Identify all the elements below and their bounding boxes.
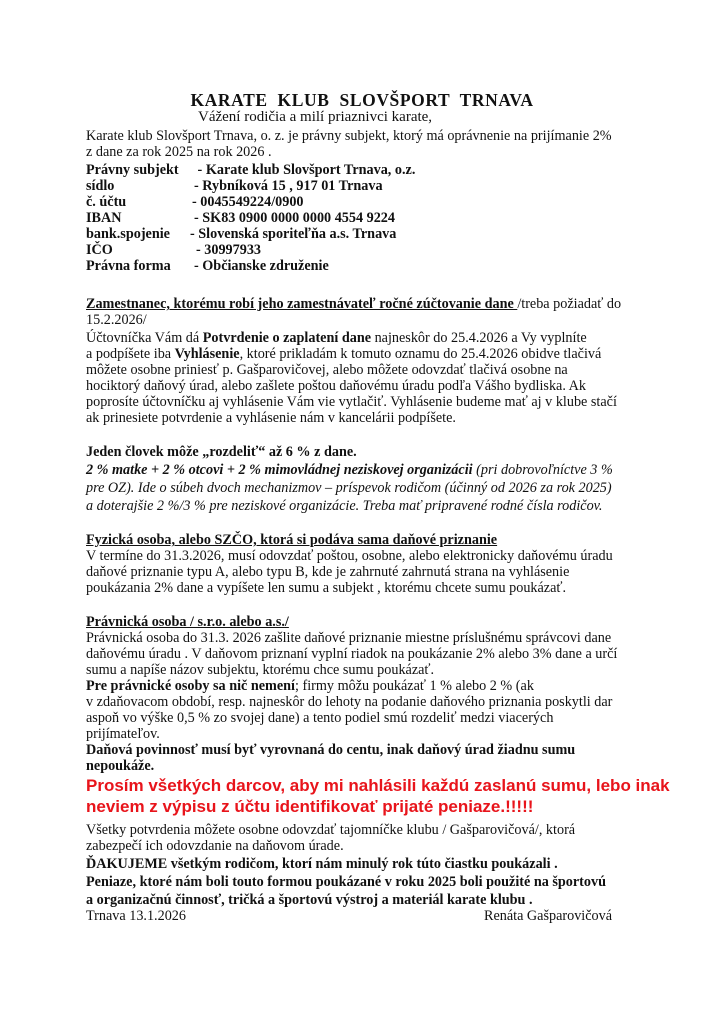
text-span: Účtovníčka Vám dá [86,330,203,346]
text-line: daňovému úradu . V daňovom priznaní vyplní riadok na poukázanie 2% alebo 3% dane a určí [86,646,618,662]
entity-value: - 30997933 [196,242,262,258]
text-line: Daňová povinnosť musí byť vyrovnaná do centu, inak daňový úrad žiadnu sumu [86,742,576,758]
text-line [86,678,534,694]
section-company-heading: Právnická osoba / s.r.o. alebo a.s./ [86,614,289,630]
place-date: Trnava 13.1.2026 [86,908,186,924]
text-line: v zdaňovacom období, resp. najneskôr do lehoty na podanie daňového priznania poskytli dar [86,694,613,710]
section-split-heading: Jeden človek môže „rozdeliť“ až 6 % z dane. [86,444,357,460]
section-person-heading: Fyzická osoba, alebo SZČO, ktorá si podáva sama daňové priznanie [86,532,498,548]
bold-span: Pre právnické osoby sa nič nemení [86,678,296,694]
text-line: sumu a napíše názov subjektu, ktorému chce sumu poukázať. [86,662,435,678]
entity-label: IČO [86,242,113,258]
text-line: poprosíte účtovníčku aj vyhlásenie Vám vie vytlačiť. Vyhlásenie budeme mať aj v klube stačí [86,394,617,410]
greeting: Vážení rodičia a milí priaznivci karate, [198,109,433,125]
text-span: a podpíšete iba [86,346,175,362]
text-span: (pri dobrovoľníctve 3 % [472,462,613,478]
text-line [86,330,587,346]
text-line: pre OZ). Ide o súbeh dvoch mechanizmov – príspevok rodičom (účinný od 2026 za rok 2025) [86,480,612,496]
text-span: , ktoré prikladám k tomuto oznamu do 25.4.2026 obidve tlačivá [239,346,602,362]
entity-row-legal-form [86,258,329,274]
text-line: V termíne do 31.3.2026, musí odovzdať poštou, osobne, alebo elektronicky daňovému úradu [86,548,613,564]
text-line: 15.2.2026/ [86,312,147,328]
text-line [86,346,601,362]
red-notice-line: Prosím všetkých darcov, aby mi nahlásili každú zaslanú sumu, lebo inak [86,776,670,795]
text-line: daňové priznanie typu A, alebo typu B, kde je zahrnuté zahrnutá strana na vyhlásenie [86,564,570,580]
red-notice-line: neviem z výpisu z účtu identifikovať prijaté peniaze.!!!!! [86,797,534,816]
entity-value: - Karate klub Slovšport Trnava, o.z. [194,162,416,178]
text-line: Všetky potvrdenia môžete osobne odovzdať tajomníčke klubu / Gašparovičová/, ktorá [86,822,576,838]
text-line: a doterajšie 2 %/3 % pre neziskové organizácie. Treba mať pripravené rodné čísla rodičov. [86,498,603,514]
entity-row-legal-subject [86,162,415,178]
entity-label: Právna forma [86,258,171,274]
heading-note: /treba požiadať do [517,296,622,312]
section-heading: Zamestnanec, ktorému robí jeho zamestnávateľ ročné zúčtovanie dane [86,296,518,312]
entity-row-ico [86,242,261,258]
text-line: Peniaze, ktoré nám boli touto formou poukázané v roku 2025 boli použité na športovú [86,874,606,890]
entity-label: sídlo [86,178,115,194]
text-line: a organizačnú činnosť, tričká a športovú výstroj a materiál karate klubu . [86,892,533,908]
text-line: aspoň vo výške 0,5 % zo svojej dane) a tento podiel smú rozdeliť medzi viacerých [86,710,554,726]
thanks-line [86,856,558,872]
text-line: prijímateľov. [86,726,160,742]
text-line: poukázania 2% dane a vypíšete len sumu a subjekt , ktorému chcete sumu poukázať. [86,580,567,596]
entity-value: - Slovenská sporiteľňa a.s. Trnava [190,226,397,242]
text-span: ; firmy môžu poukázať 1 % alebo 2 % (ak [295,678,534,694]
bold-span: Vyhlásenie [174,346,240,362]
text-line [86,462,613,478]
bold-span: Potvrdenie o zaplatení dane [202,330,372,346]
text-line: nepoukáže. [86,758,155,774]
text-span: najneskôr do 25.4.2026 a Vy vyplníte [371,330,587,346]
text-line: môžete osobne priniesť p. Gašparovičovej, alebo môžete odovzdať tlačivá osobne na [86,362,568,378]
entity-label: Právny subjekt [86,162,179,178]
entity-value: - Rybníková 15 , 917 01 Trnava [194,178,383,194]
section-employee-heading [86,296,621,312]
entity-value: - Občianske združenie [194,258,329,274]
text-line: zabezpečí ich odovzdanie na daňovom úrade. [86,838,344,854]
text-line: ak prinesiete potvrdenie a vyhlásenie nám v kancelárii podpíšete. [86,410,456,426]
entity-label: IBAN [86,210,122,226]
intro-line: z dane za rok 2025 na rok 2026 . [86,144,272,160]
entity-value: - 0045549224/0900 [192,194,304,210]
entity-label: bank.spojenie [86,226,170,242]
entity-row-bank [86,226,396,242]
entity-row-iban [86,210,395,226]
text-span: všetkým rodičom, ktorí nám minulý rok túto čiastku poukázali . [167,856,558,872]
bold-span: ĎAKUJEME [86,856,168,872]
intro-line: Karate klub Slovšport Trnava, o. z. je právny subjekt, ktorý má oprávnenie na prijímanie 2% [86,128,612,144]
signature: Renáta Gašparovičová [484,908,613,924]
entity-label: č. účtu [86,194,127,210]
bold-span: 2 % matke + 2 % otcovi + 2 % mimovládnej neziskovej organizácii [86,462,473,478]
entity-value: - SK83 0900 0000 0000 4554 9224 [194,210,395,226]
entity-row-seat [86,178,383,194]
entity-row-account [86,194,304,210]
document-title: KARATE KLUB SLOVŠPORT TRNAVA [190,90,534,110]
text-line: hociktorý daňový úrad, alebo zašlete poštou daňovému úradu podľa Vášho bydliska. Ak [86,378,586,394]
text-line: Právnická osoba do 31.3. 2026 zašlite daňové priznanie miestne príslušnému správcovi dane [86,630,612,646]
